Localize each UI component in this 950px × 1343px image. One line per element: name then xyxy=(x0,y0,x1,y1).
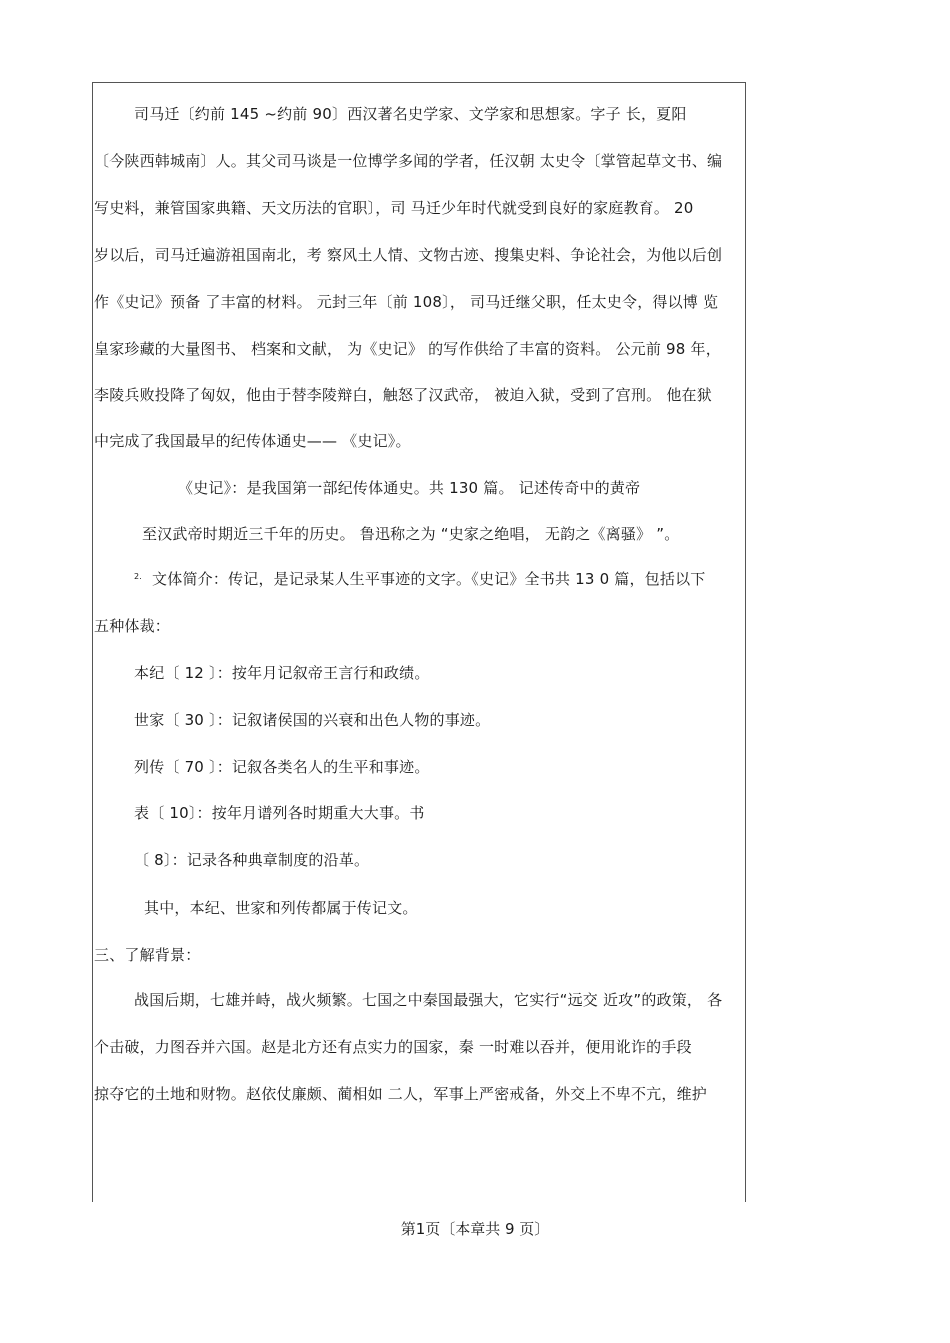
bio-line-2: 〔今陕西韩城南〕人。其父司马谈是一位博学多闻的学者，任汉朝 太史令〔掌管起草文书、编 xyxy=(94,152,723,170)
category-liezhuan: 列传〔 70 〕：记叙各类名人的生平和事迹。 xyxy=(134,758,430,776)
bio-line-6: 皇家珍藏的大量图书、 档案和文献， 为《史记》 的写作供给了丰富的资料。 公元前 98 年， xyxy=(94,340,721,358)
bio-line-1: 司马迁〔约前 145 ~约前 90〕西汉著名史学家、文学家和思想家。字子 长，夏阳 xyxy=(134,105,687,123)
genre-line-2: 五种体裁： xyxy=(94,617,171,635)
shiji-intro-line-1: 《史记》：是我国第一部纪传体通史。共 130 篇。 记述传奇中的黄帝 xyxy=(178,479,641,497)
footnote-number: 2. xyxy=(134,572,143,581)
category-shu: 〔 8〕：记录各种典章制度的沿革。 xyxy=(134,851,370,869)
section-3-heading: 三、了解背景： xyxy=(94,946,201,964)
bio-line-4: 岁以后，司马迁遍游祖国南北，考 察风土人情、文物古迹、搜集史料、争论社会，为他以后创 xyxy=(94,246,723,264)
shiji-intro-line-2: 至汉武帝时期近三千年的历史。 鲁迅称之为 “史家之绝唱， 无韵之《离骚》 ”。 xyxy=(142,525,680,543)
page-footer: 第1页〔本章共 9 页〕 xyxy=(400,1220,550,1238)
genre-line-1 xyxy=(134,569,706,589)
background-line-1: 战国后期，七雄并峙，战火频繁。七国之中秦国最强大，它实行“远交 近攻”的政策， 各 xyxy=(134,991,723,1009)
background-line-3: 掠夺它的土地和财物。赵依仗廉颇、蔺相如 二人，军事上严密戒备，外交上不卑不亢，维护 xyxy=(94,1085,707,1103)
category-shijia: 世家〔 30 〕：记叙诸侯国的兴衰和出色人物的事迹。 xyxy=(134,711,491,729)
bio-line-7: 李陵兵败投降了匈奴，他由于替李陵辩白，触怒了汉武帝， 被迫入狱，受到了宫刑。 他在狱 xyxy=(94,386,712,404)
category-biao: 表〔 10〕：按年月谱列各时期重大大事。书 xyxy=(134,804,425,822)
bio-line-5: 作《史记》预备 了丰富的材料。 元封三年〔前 108〕， 司马迁继父职，任太史令，得以博 览 xyxy=(94,293,719,311)
bio-line-8: 中完成了我国最早的纪传体通史—— 《史记》。 xyxy=(94,432,411,450)
background-line-2: 个击破，力图吞并六国。赵是北方还有点实力的国家，秦 一时难以吞并，便用讹诈的手段 xyxy=(94,1038,692,1056)
bio-line-3: 写史料，兼管国家典籍、天文历法的官职〕，司 马迁少年时代就受到良好的家庭教育。 20 xyxy=(94,199,694,217)
category-summary: 其中，本纪、世家和列传都属于传记文。 xyxy=(144,899,418,917)
genre-text: 文体简介：传记，是记录某人生平事迹的文字。《史记》全书共 13 0 篇，包括以下 xyxy=(152,570,706,588)
category-benji: 本纪〔 12 〕：按年月记叙帝王言行和政绩。 xyxy=(134,664,430,682)
